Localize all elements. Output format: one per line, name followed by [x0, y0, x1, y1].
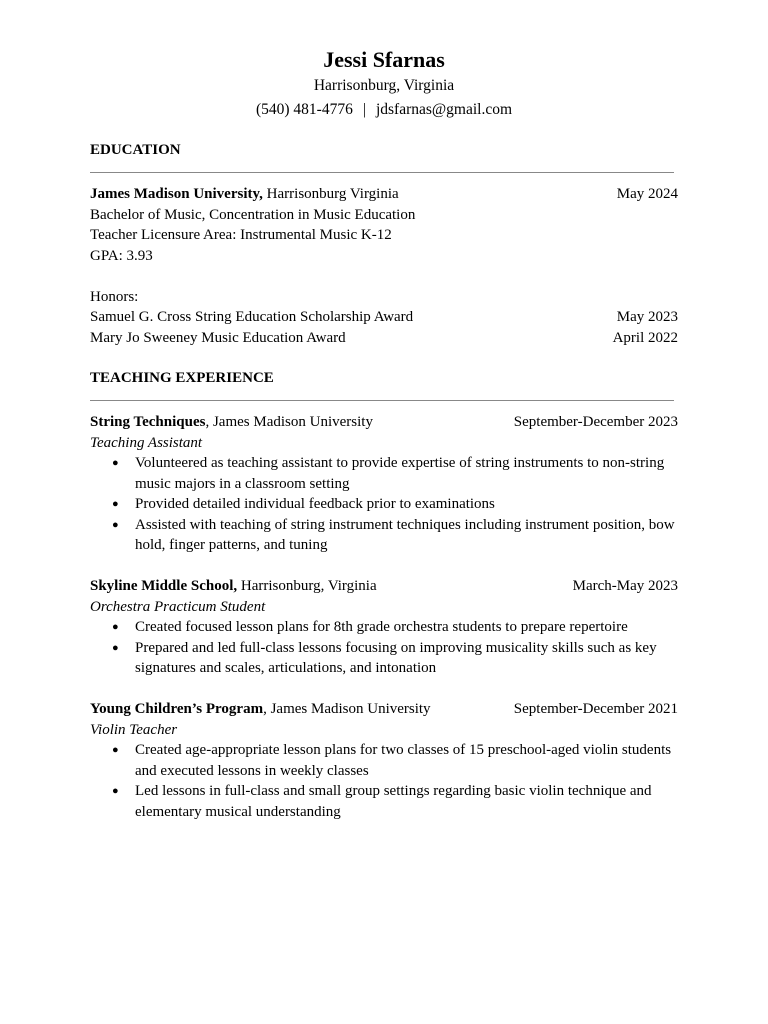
graduation-date: May 2024 [616, 186, 678, 202]
honors-label: Honors: [90, 288, 139, 305]
honor-row [90, 328, 678, 349]
job-entry [90, 412, 678, 556]
job-bullets [90, 453, 678, 556]
job-org-detail: , James Madison University [263, 701, 431, 717]
licensure-line: Teacher Licensure Area: Instrumental Music K-12 [90, 227, 392, 243]
job-dates: September-December 2021 [513, 701, 678, 717]
education-school-row [90, 184, 678, 205]
job-bullets [90, 740, 678, 822]
bullet-text: Assisted with teaching of string instrument techniques including instrument position, bow hold, finger patterns, and tuning [135, 516, 675, 553]
bullet-text: Provided detailed individual feedback prior to examinations [135, 496, 495, 512]
job-org-name: String Techniques [90, 414, 206, 430]
bullet-text: Prepared and led full-class lessons focusing on improving musicality skills such as key signatures and scales, articulations, and intonation [135, 639, 657, 676]
resume-header [90, 46, 678, 122]
school-info [90, 184, 399, 205]
bullet-text: Created focused lesson plans for 8th grade orchestra students to prepare repertoire [135, 619, 628, 635]
job-entry [90, 699, 678, 822]
bullet-item [90, 515, 678, 556]
job-org-name: Young Children’s Program [90, 701, 264, 717]
bullet-icon: ● [112, 621, 119, 633]
bullet-icon: ● [112, 518, 119, 531]
teaching-section [90, 412, 678, 822]
contact-separator: | [362, 101, 366, 118]
honor-name: Mary Jo Sweeney Music Education Award [90, 329, 346, 346]
spacer [90, 266, 678, 287]
contact-line [90, 98, 678, 122]
teaching-experience-heading: TEACHING EXPERIENCE [90, 370, 274, 386]
bullet-icon: ● [112, 457, 119, 469]
honor-row [90, 307, 678, 328]
job-header [90, 412, 678, 433]
bullet-icon: ● [112, 641, 119, 654]
job-org-name: Skyline Middle School, [90, 578, 238, 594]
bullet-text: Led lessons in full-class and small group settings regarding basic violin technique and elementary musical understanding [135, 783, 652, 820]
job-org [90, 412, 373, 433]
bullet-item [90, 494, 678, 515]
job-bullets [90, 617, 678, 679]
job-role: Violin Teacher [90, 721, 178, 738]
teaching-divider [90, 400, 674, 401]
job-org [90, 576, 377, 597]
honor-date: April 2022 [612, 329, 678, 346]
degree-line: Bachelor of Music, Concentration in Music Education [90, 206, 416, 223]
bullet-item [90, 617, 678, 638]
bullet-icon: ● [112, 744, 119, 756]
candidate-location: Harrisonburg, Virginia [313, 77, 455, 94]
job-org-detail: Harrisonburg, Virginia [237, 578, 377, 594]
job-entry [90, 576, 678, 679]
job-org [90, 699, 431, 720]
bullet-icon: ● [112, 498, 119, 510]
job-org-detail: , James Madison University [205, 414, 373, 430]
bullet-item [90, 453, 678, 494]
bullet-item [90, 638, 678, 679]
phone-number: (540) 481-4776 [255, 101, 353, 118]
job-role: Teaching Assistant [90, 434, 203, 451]
job-dates: March-May 2023 [572, 578, 678, 594]
candidate-name: Jessi Sfarnas [323, 47, 445, 72]
job-header [90, 576, 678, 597]
job-role: Orchestra Practicum Student [90, 598, 266, 615]
education-divider [90, 172, 674, 173]
school-name: James Madison University, [90, 186, 263, 202]
education-section [90, 184, 678, 348]
bullet-item [90, 781, 678, 822]
honor-name: Samuel G. Cross String Education Scholarship Award [90, 309, 414, 325]
education-heading: EDUCATION [90, 142, 181, 158]
bullet-text: Created age-appropriate lesson plans for two classes of 15 preschool-aged violin students and executed lessons in weekly classes [135, 742, 672, 779]
email-address: jdsfarnas@gmail.com [375, 101, 513, 118]
job-dates: September-December 2023 [513, 414, 678, 430]
honor-date: May 2023 [616, 309, 678, 325]
job-header [90, 699, 678, 720]
bullet-icon: ● [112, 785, 119, 797]
gpa-line: GPA: 3.93 [90, 247, 153, 264]
bullet-item [90, 740, 678, 781]
school-location: Harrisonburg Virginia [262, 186, 399, 202]
bullet-text: Volunteered as teaching assistant to provide expertise of string instruments to non-string music majors in a classroom setting [135, 455, 665, 492]
